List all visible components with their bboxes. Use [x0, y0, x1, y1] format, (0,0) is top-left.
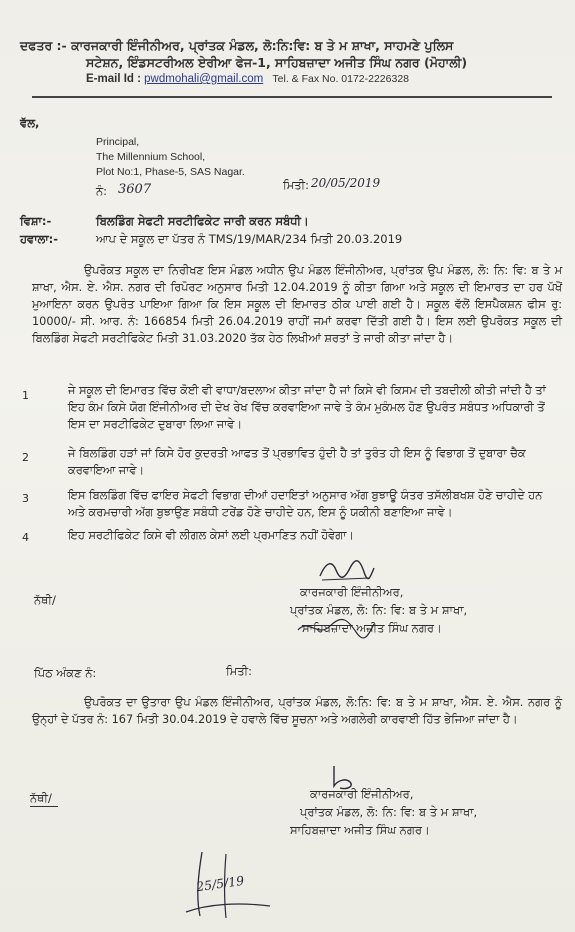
signatory-place-1: ਸਾਹਿਬਜ਼ਾਦਾ ਅਜੀਤ ਸਿੰਘ ਨਗਰ।: [302, 621, 442, 635]
condition-1-text: ਜੇ ਸਕੂਲ ਦੀ ਇਮਾਰਤ ਵਿੱਚ ਕੋਈ ਵੀ ਵਾਧਾ/ਬਦਲਾਅ ਕੀਤਾ ਜਾਂਦਾ ਹੈ ਜਾਂ ਕਿਸੇ ਵੀ ਕਿਸਮ ਦੀ ਤਬਦੀਲੀ ਕੀਤੀ ਜਾਂਦੀ ਹੈ ਤਾਂ ਇਹ ਕੰਮ ਕਿਸੇ ਯੋਗ ਇੰਜੀਨੀਅਰ ਦੀ ਦੇਖ ਰੇਖ ਵਿੱਚ ਕਰਵਾਇਆ ਜਾਵੇ ਤੇ ਕੰਮ ਮੁਕੰਮਲ ਹੋਣ ਉਪਰੰਤ ਸਬੰਧਤ ਅਧਿਕਾਰੀ ਤੋਂ ਇਸ ਦਾ ਸਰਟੀਫਿਕੇਟ ਦੁਬਾਰਾ ਲਿਆ ਜਾਵੇ।: [68, 384, 546, 431]
signatory-title-2: ਕਾਰਜਕਾਰੀ ਇੰਜੀਨੀਅਰ,: [310, 787, 414, 801]
addressee-line-3: Plot No:1, Phase-5, SAS Nagar.: [96, 166, 245, 178]
ref-number: 3607: [118, 182, 152, 197]
letterhead-line-2: ਸਟੇਸ਼ਨ, ਇੰਡਸਟਰੀਅਲ ਏਰੀਆ ਫੇਜ-1, ਸਾਹਿਬਜ਼ਾਦਾ ਅਜੀਤ ਸਿੰਘ ਨਗਰ (ਮੋਹਾਲੀ): [86, 55, 468, 70]
addressee-line-2: The Millennium School,: [96, 151, 206, 163]
condition-3-number: 3: [22, 492, 29, 505]
email-label: E-mail Id :: [86, 73, 141, 85]
body-paragraph: ਉਪਰੋਕਤ ਸਕੂਲ ਦਾ ਨਿਰੀਖਣ ਇਸ ਮੰਡਲ ਅਧੀਨ ਉਪ ਮੰਡਲ ਇੰਜੀਨੀਅਰ, ਪ੍ਰਾਂਤਕ ਉਪ ਮੰਡਲ, ਲੋ: ਨਿ: ਵਿ: ਬ ਤੇ ਮ ਸ਼ਾਖਾ, ਐਸ. ਏ. ਐਸ. ਨਗਰ ਦੀ ਰਿਪੋਰਟ ਅਨੁਸਾਰ ਮਿਤੀ 12.04.2019 ਨੂੰ ਕੀਤਾ ਗਿਆ ਅਤੇ ਸਕੂਲ ਦੀ ਇਮਾਰਤ ਦਾ ਹਰ ਪੱਖੋਂ ਮੁਆਇਨਾ ਕਰਨ ਉਪਰੰਤ ਪਾਇਆ ਗਿਆ ਕਿ ਇਸ ਸਕੂਲ ਦੀ ਇਮਾਰਤ ਠੀਕ ਪਾਈ ਗਈ ਹੈ। ਸਕੂਲ ਵੱਲੋਂ ਇਸਪੈਕਸ਼ਨ ਫੀਸ ਰੁ: 10000/- ਸੀ. ਆਰ. ਨੰ: 166854 ਮਿਤੀ 26.04.2019 ਰਾਹੀਂ ਜਮਾਂ ਕਰਵਾ ਦਿੱਤੀ ਗਈ ਹੈ। ਇਸ ਲਈ ਉਪਰੋਕਤ ਸਕੂਲ ਦੀ ਬਿਲਡਿੰਗ ਸੇਫਟੀ ਸਰਟੀਫਿਕੇਟ ਮਿਤੀ 31.03.2020 ਤੱਕ ਹੇਠ ਲਿਖੀਆਂ ਸ਼ਰਤਾਂ ਤੇ ਜਾਰੀ ਕੀਤਾ ਜਾਂਦਾ ਹੈ।: [32, 264, 563, 345]
endorsement-date-label: ਮਿਤੀ:: [226, 664, 252, 678]
signatory-title-1: ਕਾਰਜਕਾਰੀ ਇੰਜੀਨੀਅਰ,: [300, 585, 404, 599]
handwritten-date: 25/5/19: [195, 872, 245, 895]
enclosure-label-2: ਨੱਥੀ/: [30, 791, 52, 805]
tel-fax: Tel. & Fax No. 0172-2226328: [272, 73, 410, 85]
reference-label: ਹਵਾਲਾ:-: [20, 232, 58, 246]
letterhead-divider: [32, 96, 552, 98]
signatory-office-1: ਪ੍ਰਾਂਤਕ ਮੰਡਲ, ਲੋ: ਨਿ: ਵਿ: ਬ ਤੇ ਮ ਸ਼ਾਖਾ,: [290, 603, 468, 617]
contact-line: [86, 73, 409, 85]
signatory-office-2: ਪ੍ਰਾਂਤਕ ਮੰਡਲ, ਲੋ: ਨਿ: ਵਿ: ਬ ਤੇ ਮ ਸ਼ਾਖਾ,: [300, 805, 478, 819]
subject-label: ਵਿਸ਼ਾ:-: [20, 214, 52, 228]
email-link[interactable]: pwdmohali@gmail.com: [144, 73, 264, 85]
to-label: ਵੱਲ,: [20, 116, 40, 130]
endorsement-number-label: ਪਿੱਠ ਅੰਕਣ ਨੰ:: [34, 666, 97, 680]
signature-scribble-1: [316, 556, 376, 586]
subject-text: ਬਿਲਡਿੰਗ ਸੇਫਟੀ ਸਰਟੀਫਿਕੇਟ ਜਾਰੀ ਕਰਨ ਸਬੰਧੀ।: [96, 214, 309, 228]
condition-2-number: 2: [22, 451, 29, 464]
signatory-place-2: ਸਾਹਿਬਜ਼ਾਦਾ ਅਜੀਤ ਸਿੰਘ ਨਗਰ।: [290, 823, 430, 837]
endorsement-text: ਉਪਰੋਕਤ ਦਾ ਉਤਾਰਾ ਉਪ ਮੰਡਲ ਇੰਜੀਨੀਅਰ, ਪ੍ਰਾਂਤਕ ਮੰਡਲ, ਲੋ:ਨਿ: ਵਿ: ਬ ਤੇ ਮ ਸ਼ਾਖਾ, ਐਸ. ਏ. ਐਸ. ਨਗਰ ਨੂੰ ਉਨ੍ਹਾਂ ਦੇ ਪੱਤਰ ਨੰ: 167 ਮਿਤੀ 30.04.2019 ਦੇ ਹਵਾਲੇ ਵਿੱਚ ਸੂਚਨਾ ਅਤੇ ਅਗਲੇਰੀ ਕਾਰਵਾਈ ਹਿੱਤ ਭੇਜਿਆ ਜਾਂਦਾ ਹੈ।: [32, 696, 562, 726]
reference-text: ਆਪ ਦੇ ਸਕੂਲ ਦਾ ਪੱਤਰ ਨੰ TMS/19/MAR/234 ਮਿਤੀ 20.03.2019: [96, 232, 403, 246]
ref-number-label: ਨੰ:: [96, 184, 108, 198]
addressee-line-1: Principal,: [96, 136, 140, 148]
condition-4-number: 4: [22, 531, 29, 544]
condition-3-text: ਇਸ ਬਿਲਡਿੰਗ ਵਿੱਚ ਫਾਇਰ ਸੇਫਟੀ ਵਿਭਾਗ ਦੀਆਂ ਹਦਾਇਤਾਂ ਅਨੁਸਾਰ ਅੱਗ ਬੁਝਾਊ ਯੰਤਰ ਤਸੱਲੀਬਖਸ਼ ਹੋਣੇ ਚਾਹੀਦੇ ਹਨ ਅਤੇ ਕਰਮਚਾਰੀ ਅੱਗ ਬੁਝਾਉਣ ਸਬੰਧੀ ਟਰੇਂਡ ਹੋਣੇ ਚਾਹੀਦੇ ਹਨ, ਇਸ ਨੂੰ ਯਕੀਨੀ ਬਣਾਇਆ ਜਾਵੇ।: [68, 489, 543, 519]
signature-scribble-overlay: [296, 616, 376, 640]
enclosure-label-1: ਨੱਥੀ/: [34, 593, 56, 607]
ref-date-label: ਮਿਤੀ:: [283, 178, 309, 192]
ref-date: 20/05/2019: [311, 176, 381, 190]
letterhead-line-1: ਦਫਤਰ :- ਕਾਰਜਕਾਰੀ ਇੰਜੀਨੀਅਰ, ਪ੍ਰਾਂਤਕ ਮੰਡਲ, ਲੋ:ਨਿ:ਵਿ: ਬ ਤੇ ਮ ਸ਼ਾਖਾ, ਸਾਹਮਣੇ ਪੁਲਿਸ: [20, 38, 454, 53]
condition-4-text: ਇਹ ਸਰਟੀਫਿਕੇਟ ਕਿਸੇ ਵੀ ਲੀਗਲ ਕੇਸਾਂ ਲਈ ਪ੍ਰਮਾਣਿਤ ਨਹੀਂ ਹੋਵੇਗਾ।: [68, 529, 354, 542]
condition-2-text: ਜੇ ਬਿਲਡਿੰਗ ਹੜਾਂ ਜਾਂ ਕਿਸੇ ਹੋਰ ਕੁਦਰਤੀ ਆਫਤ ਤੋਂ ਪ੍ਰਭਾਵਿਤ ਹੁੰਦੀ ਹੈ ਤਾਂ ਤੁਰੰਤ ਹੀ ਇਸ ਨੂੰ ਵਿਭਾਗ ਤੋਂ ਦੁਬਾਰਾ ਚੈਕ ਕਰਵਾਇਆ ਜਾਵੇ।: [68, 447, 526, 477]
enclosure-underline: [30, 806, 58, 807]
condition-1-number: 1: [22, 389, 29, 402]
